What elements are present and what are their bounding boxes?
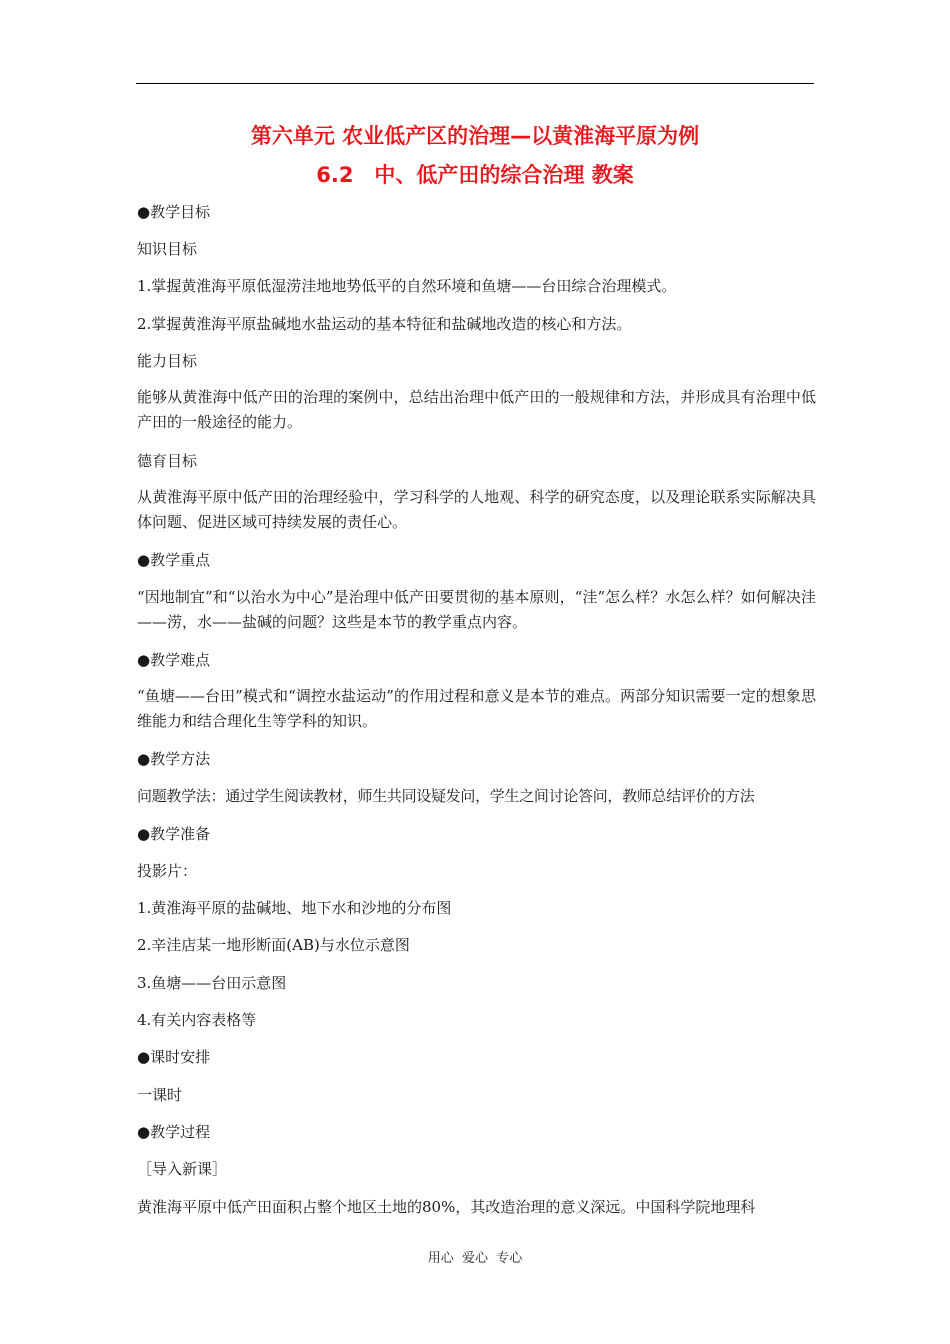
prep-item-2: 2.辛洼店某一地形断面(AB)与水位示意图 <box>137 936 410 954</box>
prep-item-4: 4.有关内容表格等 <box>137 1011 257 1029</box>
knowledge-item-1: 1.掌握黄淮海平原低湿涝洼地地势低平的自然环境和鱼塘——台田综合治理模式。 <box>137 277 677 295</box>
prep-item-3: 3.鱼塘——台田示意图 <box>137 974 287 992</box>
key-text: “因地制宜”和“以治水为中心”是治理中低产田要贯彻的基本原则，“洼”怎么样？水怎么样？如何解决洼——涝，水——盐碱的问题？这些是本节的教学重点内容。 <box>137 588 816 631</box>
process-heading: ●教学过程 <box>137 1123 211 1141</box>
goals-heading: ●教学目标 <box>137 203 211 221</box>
ability-text: 能够从黄淮海中低产田的治理的案例中，总结出治理中低产田的一般规律和方法，并形成具有治理中低产田的一般途径的能力。 <box>137 388 816 431</box>
method-heading: ●教学方法 <box>137 750 211 768</box>
header-rule <box>136 83 814 84</box>
lesson-title: 6.2 中、低产田的综合治理 教案 <box>316 163 634 187</box>
ability-heading: 能力目标 <box>137 352 198 370</box>
moral-text: 从黄淮海平原中低产田的治理经验中，学习科学的人地观、科学的研究态度，以及理论联系实际解决具体问题、促进区域可持续发展的责任心。 <box>137 488 816 531</box>
intro-text: 黄淮海平原中低产田面积占整个地区土地的80%，其改造治理的意义深远。中国科学院地理科 <box>137 1198 756 1216</box>
knowledge-item-2: 2.掌握黄淮海平原盐碱地水盐运动的基本特征和盐碱地改造的核心和方法。 <box>137 315 632 333</box>
method-text: 问题教学法：通过学生阅读教材，师生共同设疑发问，学生之间讨论答问，教师总结评价的方法 <box>137 787 755 805</box>
unit-title: 第六单元 农业低产区的治理—以黄淮海平原为例 <box>250 124 700 148</box>
prep-heading: ●教学准备 <box>137 825 211 843</box>
difficulty-text: “鱼塘——台田”模式和“调控水盐运动”的作用过程和意义是本节的难点。两部分知识需要一定的想象思维能力和结合理化生等学科的知识。 <box>137 687 816 730</box>
schedule-heading: ●课时安排 <box>137 1048 211 1066</box>
knowledge-heading: 知识目标 <box>137 240 198 258</box>
prep-item-1: 1.黄淮海平原的盐碱地、地下水和沙地的分布图 <box>137 899 452 917</box>
moral-heading: 德育目标 <box>137 452 198 470</box>
difficulty-heading: ●教学难点 <box>137 651 211 669</box>
schedule-text: 一课时 <box>137 1086 183 1104</box>
prep-intro: 投影片： <box>137 862 198 880</box>
intro-heading: ［导入新课］ <box>137 1160 228 1178</box>
page-footer: 用心 爱心 专心 <box>427 1251 523 1266</box>
key-heading: ●教学重点 <box>137 551 211 569</box>
